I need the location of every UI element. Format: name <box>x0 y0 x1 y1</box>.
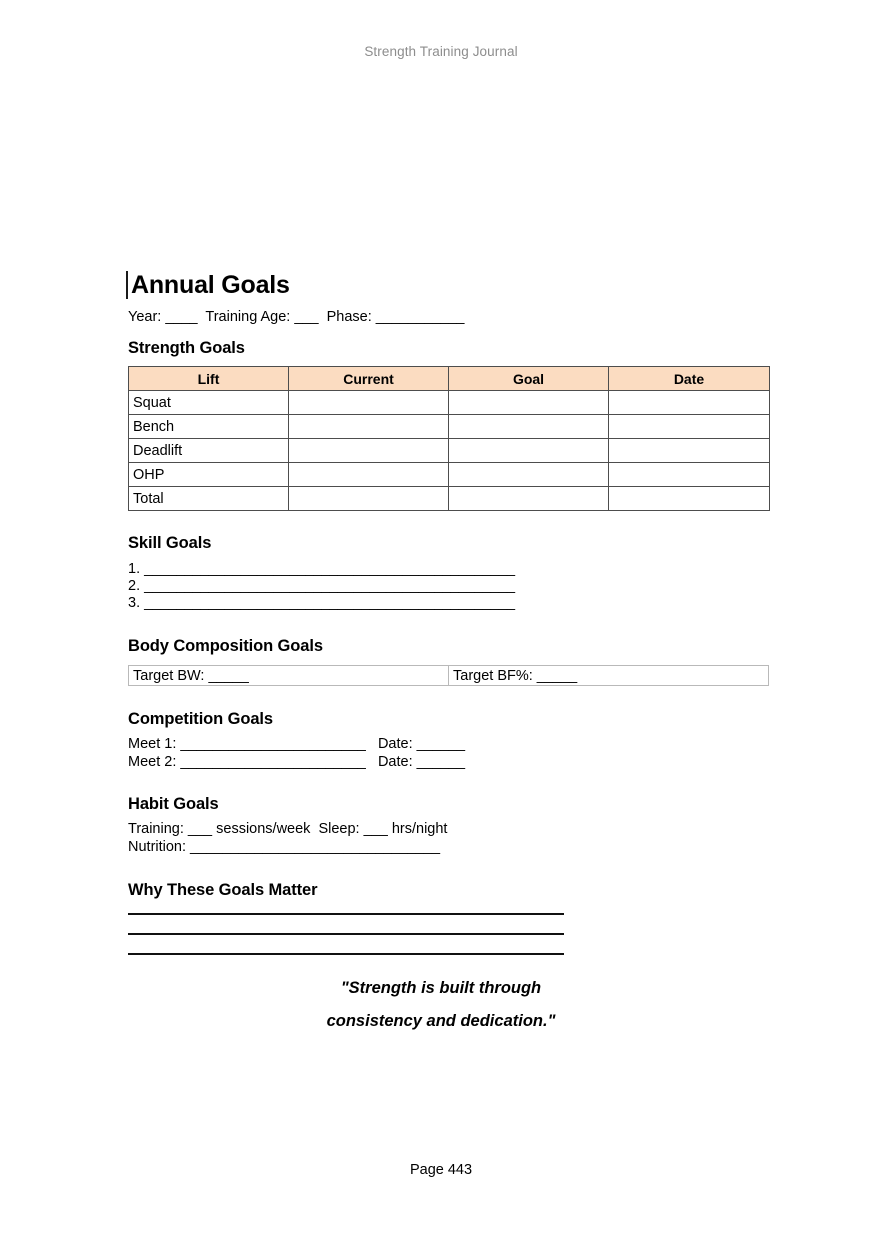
section-heading-body-composition: Body Composition Goals <box>128 637 323 655</box>
cell-current[interactable] <box>289 391 449 415</box>
column-header-goal: Goal <box>449 367 609 391</box>
why-goals-write-in-lines <box>128 913 769 955</box>
write-in-line[interactable] <box>128 953 564 955</box>
cell-target-bodyweight[interactable]: Target BW: _____ <box>129 666 449 686</box>
table-row <box>129 439 770 463</box>
cell-date[interactable] <box>609 463 770 487</box>
cell-goal[interactable] <box>449 463 609 487</box>
habit-goals-block <box>128 821 769 856</box>
cell-current[interactable] <box>289 487 449 511</box>
meta-line: Year: ____ Training Age: ___ Phase: ___________ <box>128 309 465 325</box>
page-title: Annual Goals <box>131 271 290 299</box>
column-header-lift: Lift <box>129 367 289 391</box>
column-header-date: Date <box>609 367 770 391</box>
table-row <box>129 391 770 415</box>
table-header-row <box>129 367 770 391</box>
list-item[interactable]: 3. ______________________________________________ <box>128 595 516 611</box>
cell-date[interactable] <box>609 439 770 463</box>
competition-goals-block <box>128 736 769 771</box>
cell-lift: Squat <box>129 391 289 415</box>
quote-line-2: consistency and dedication." <box>326 1012 556 1030</box>
section-heading-competition: Competition Goals <box>128 710 273 728</box>
cell-target-bodyfat[interactable]: Target BF%: _____ <box>449 666 769 686</box>
quote-line-1: "Strength is built through <box>340 979 542 997</box>
cell-lift: Deadlift <box>129 439 289 463</box>
page-content <box>128 268 769 973</box>
cell-date[interactable] <box>609 415 770 439</box>
cell-lift: Bench <box>129 415 289 439</box>
running-header: Strength Training Journal <box>364 44 518 59</box>
text-caret-icon <box>126 271 128 299</box>
cell-lift: OHP <box>129 463 289 487</box>
cell-goal[interactable] <box>449 487 609 511</box>
column-header-current: Current <box>289 367 449 391</box>
cell-lift: Total <box>129 487 289 511</box>
nutrition-row[interactable]: Nutrition: _______________________________ <box>128 838 441 855</box>
body-composition-table <box>128 665 769 686</box>
write-in-line[interactable] <box>128 913 564 915</box>
meet-2-row[interactable]: Meet 2: _______________________ Date: ______ <box>128 753 466 770</box>
cell-goal[interactable] <box>449 439 609 463</box>
section-heading-why: Why These Goals Matter <box>128 881 318 899</box>
cell-goal[interactable] <box>449 391 609 415</box>
table-row <box>129 463 770 487</box>
write-in-line[interactable] <box>128 933 564 935</box>
cell-goal[interactable] <box>449 415 609 439</box>
page-title-row <box>128 268 769 302</box>
table-row <box>129 487 770 511</box>
list-item[interactable]: 1. ______________________________________________ <box>128 561 516 577</box>
motivational-quote <box>0 972 882 1038</box>
table-row <box>129 666 769 686</box>
section-heading-habit: Habit Goals <box>128 795 219 813</box>
strength-goals-table <box>128 366 770 511</box>
section-heading-strength: Strength Goals <box>128 339 245 357</box>
skill-goals-list <box>128 561 769 612</box>
page-footer: Page 443 <box>409 1162 473 1178</box>
cell-current[interactable] <box>289 439 449 463</box>
cell-current[interactable] <box>289 463 449 487</box>
training-sleep-row[interactable]: Training: ___ sessions/week Sleep: ___ hrs/night <box>128 821 448 837</box>
section-heading-skill: Skill Goals <box>128 534 212 552</box>
list-item[interactable]: 2. ______________________________________________ <box>128 578 516 594</box>
table-row <box>129 415 770 439</box>
cell-current[interactable] <box>289 415 449 439</box>
meet-1-row[interactable]: Meet 1: _______________________ Date: ______ <box>128 736 466 752</box>
cell-date[interactable] <box>609 391 770 415</box>
cell-date[interactable] <box>609 487 770 511</box>
